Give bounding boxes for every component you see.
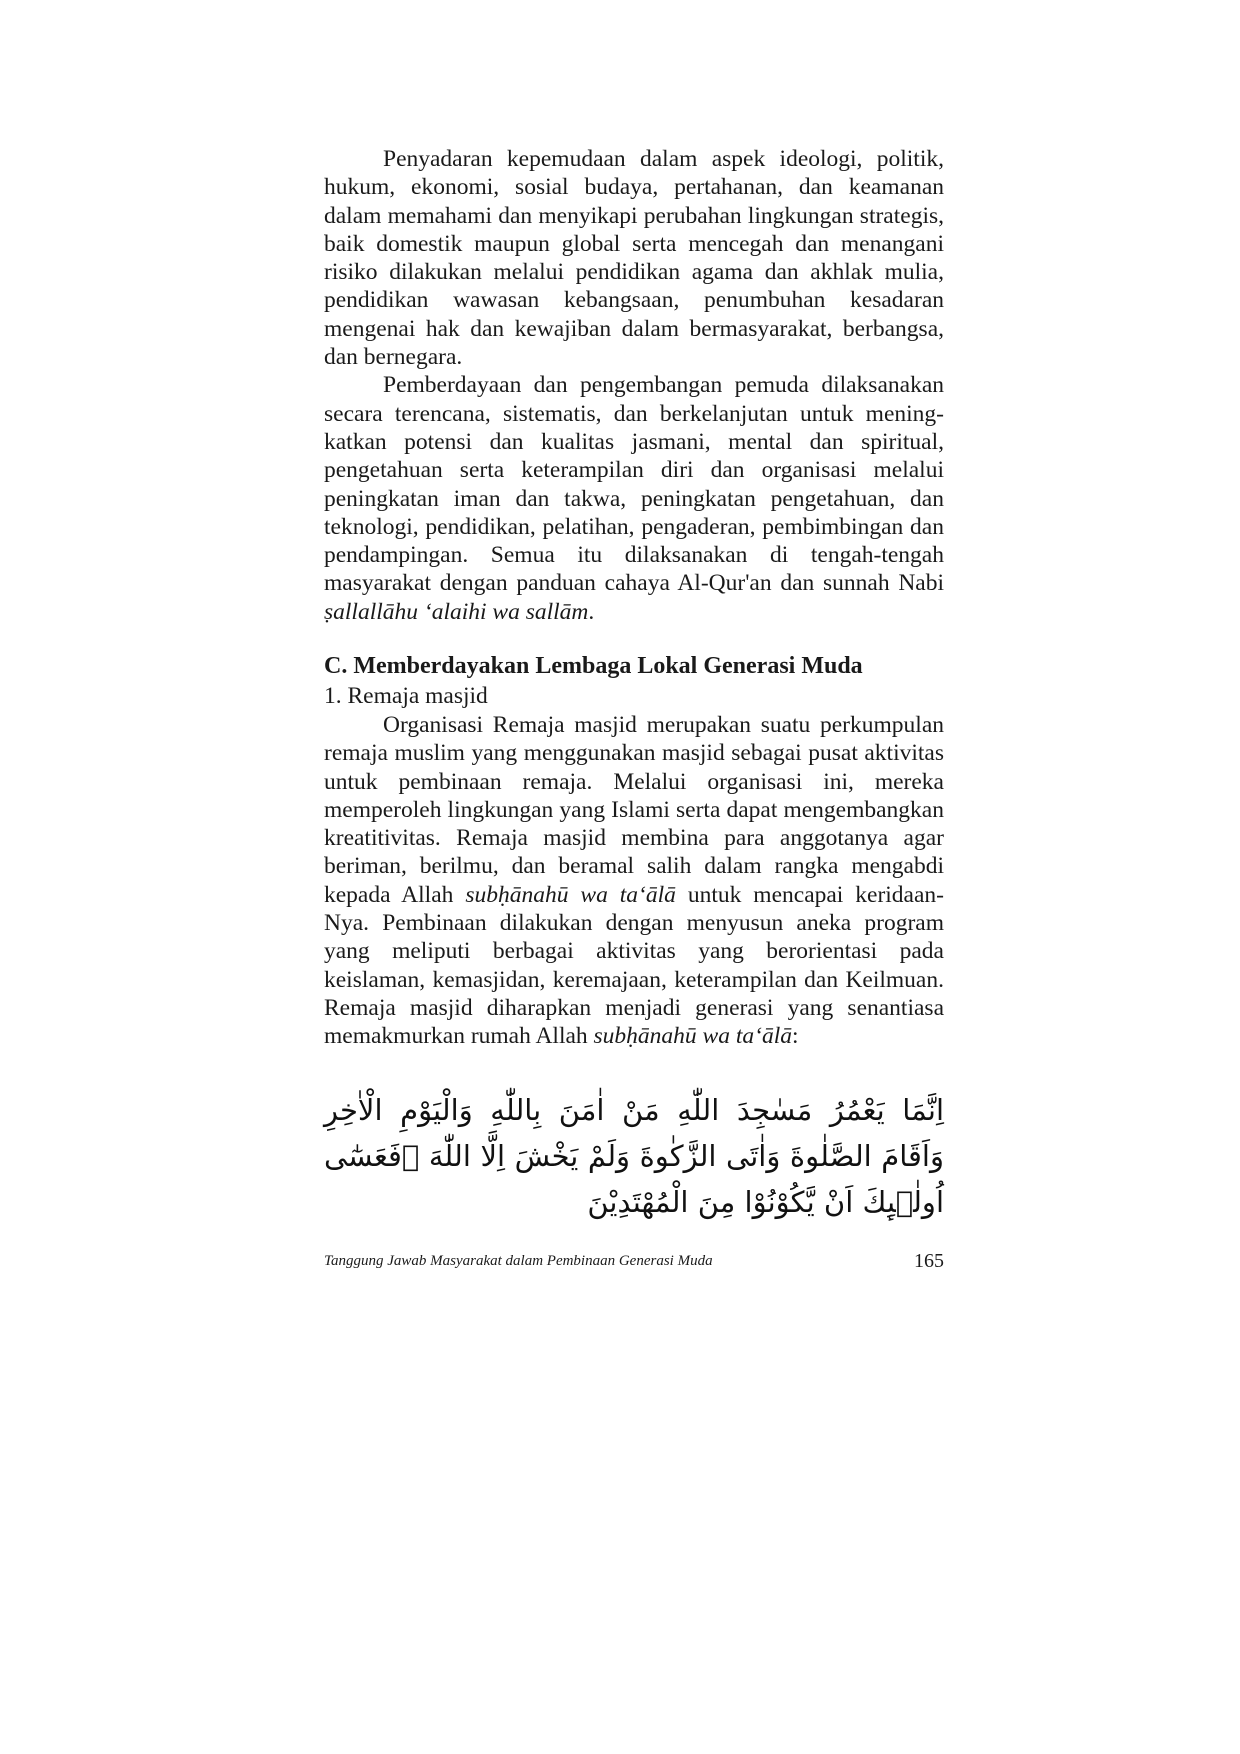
honorific-italic: ṣallallāhu ‘alaihi wa sallām [324,598,589,625]
paragraph-remaja-masjid [324,711,944,1051]
quran-verse: اِنَّمَا يَعْمُرُ مَسٰجِدَ اللّٰهِ مَنْ اٰمَنَ بِاللّٰهِ وَالْيَوْمِ الْاٰخِرِ وَاَقَامَ الصَّلٰوةَ وَاٰتَى الزَّكٰوةَ وَلَمْ يَخْشَ اِلَّا اللّٰهَ ۗفَعَسٰٓى اُولٰۤىِٕكَ اَنْ يَّكُوْنُوْا مِنَ الْمُهْتَدِيْنَ [324,1093,944,1219]
page-number: 165 [914,1250,944,1272]
paragraph-pemberdayaan-text: Pemberdayaan dan pengembangan pemuda dilaksanakan secara terencana, sistematis, dan berkelanjutan untuk meningkatkan potensi dan kualitas jasmani, mental dan spiritual, pengetahuan serta keterampilan diri dan organisasi melalui peningkatan iman dan takwa, peningkatan pengetahuan, dan teknologi, pendidikan, pelatihan, pengaderan, pembimbingan dan pendampingan. Semua itu dilaksanakan di tengah-tengah masyarakat dengan panduan cahaya Al-Qur'an dan sunnah Nabi [324,372,944,597]
paragraph-remaja-text-2: untuk mencapai keridaan-Nya. Pembinaan dilakukan dengan menyusun aneka program yang meliputi berbagai aktivitas yang berorientasi pada keislaman, kemasjidan, keremajaan, keterampilan dan Keilmuan. Remaja masjid diharapkan menjadi generasi yang senantiasa memakmurkan rumah Allah [324,881,944,1050]
body-text-top [324,145,944,626]
paragraph-remaja-text-1: Organisasi Remaja masjid merupakan suatu perkumpulan remaja muslim yang menggunakan masjid sebagai pusat aktivitas untuk pembinaan remaja. Melalui organisasi ini, mereka memperoleh lingkungan yang Islami serta dapat mengembangkan kreatitivitas. Remaja masjid membina para anggotanya agar beriman, berilmu, dan beramal salih dalam rangka mengabdi kepada Allah [324,712,944,908]
honorific-italic-2: subḥānahū wa ta‘ālā [593,1023,792,1050]
honorific-italic-1: subḥānahū wa ta‘ālā [465,881,676,908]
body-text-remaja [324,711,944,1051]
paragraph-remaja-text-3: : [792,1023,799,1050]
paragraph-pemberdayaan [324,371,944,626]
subsection-heading: 1. Remaja masjid [324,683,488,709]
paragraph-penyadaran: Penyadaran kepemudaan dalam aspek ideologi, politik, hukum, ekonomi, sosial budaya, pertahanan, dan keamanan dalam memahami dan menyikapi perubahan lingkungan strategis, baik domestik maupun global serta mencegah dan menangani risiko dilakukan melalui pendidikan agama dan akhlak mulia, pendidikan wawasan kebangsaan, penumbuhan kesadaran mengenai hak dan kewajiban dalam bermasyarakat, berbangsa, dan bernegara. [324,146,944,371]
section-heading: C. Memberdayakan Lembaga Lokal Generasi Muda [324,653,863,679]
paragraph-pemberdayaan-end: . [588,598,595,625]
running-footer-title: Tanggung Jawab Masyarakat dalam Pembinaan Generasi Muda [324,1253,713,1269]
